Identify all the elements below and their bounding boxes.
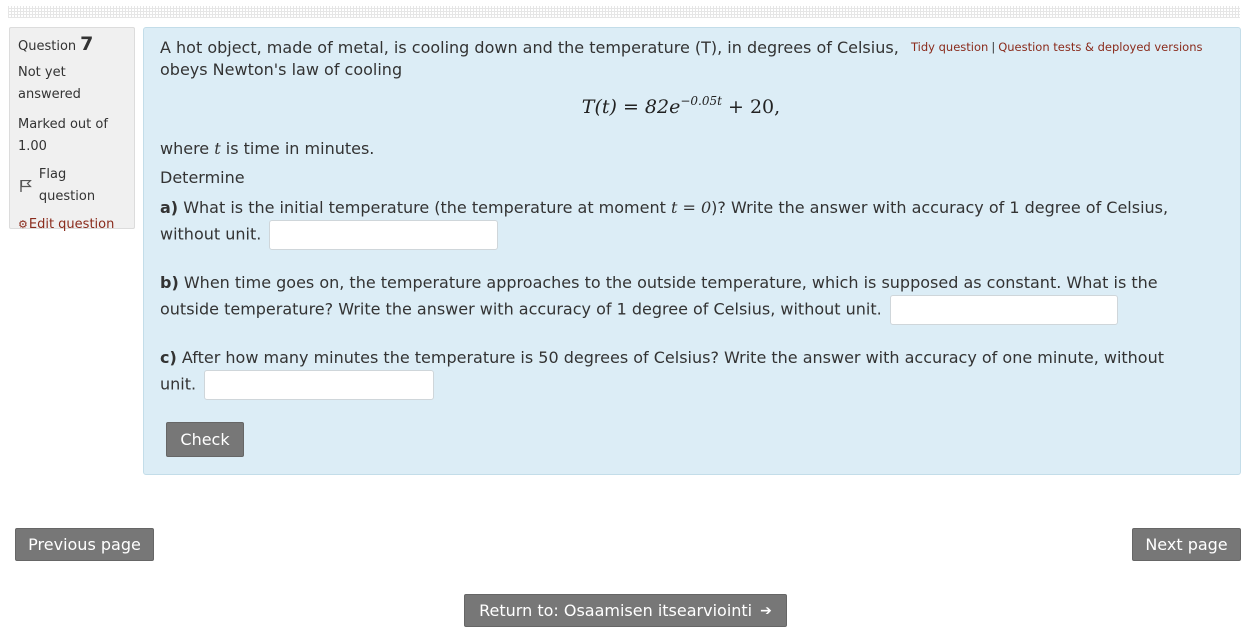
tidy-question-link[interactable]: Tidy question [911,40,989,54]
answer-c-input[interactable] [204,370,434,400]
flag-question-link[interactable] [18,164,126,208]
edit-question-label: Edit question [28,217,115,232]
top-progress-strip [8,6,1240,18]
where-pre: where [160,139,215,158]
intro-line-2: obeys Newton's law of cooling [160,60,403,79]
state-line-1: Not yet [18,65,66,80]
part-a-text-2: without unit. [160,224,262,244]
formula-lhs: T(t) = 82e [581,96,681,118]
part-b-text-1: When time goes on, the temperature approaches to the outside temperature, which is supposed as constant. What is the [178,273,1158,292]
determine-line: Determine [160,168,245,187]
part-c-label: c) [160,348,177,367]
where-var: t [214,139,221,158]
sign-in-arrow-icon: ➔ [760,602,772,619]
part-b-text-2: outside temperature? Write the answer with accuracy of 1 degree of Celsius, without unit. [160,299,882,319]
formula-rhs: + 20, [721,96,781,118]
question-state [18,62,126,106]
return-button[interactable] [464,594,787,627]
part-a-line-1 [160,194,1168,222]
intro-line-1: A hot object, made of metal, is cooling down and the temperature (T), in degrees of Celsius, [160,38,899,57]
part-a-line-2 [160,220,498,250]
part-b-line-2 [160,295,1118,325]
part-b-label: b) [160,273,179,292]
question-tests-link[interactable]: Question tests & deployed versions [998,40,1203,54]
part-a-math: t = 0 [670,198,712,217]
part-c-line-1 [160,344,1164,372]
grade-line-1: Marked out of [18,117,108,132]
question-info-box [9,27,135,232]
answer-b-input[interactable] [890,295,1118,325]
part-a-text-post: )? Write the answer with accuracy of 1 degree of Celsius, [711,198,1169,217]
answer-a-input[interactable] [269,220,498,250]
flag-question-label: Flag question [38,167,96,204]
grade-line-2: 1.00 [18,139,47,154]
part-a-label: a) [160,198,179,217]
cooling-formula [144,94,1218,118]
next-page-button[interactable]: Next page [1132,528,1241,561]
part-c-text-2: unit. [160,374,197,394]
check-button[interactable]: Check [166,422,244,457]
return-button-label: Return to: Osaamisen itsearviointi [479,601,753,620]
question-number: 7 [80,33,94,55]
state-line-2: answered [18,87,81,102]
link-separator: | [991,40,996,54]
gear-icon: ⚙ [18,218,28,231]
flag-icon [20,179,32,193]
question-number-row [18,33,126,58]
edit-question-link[interactable] [18,214,126,236]
where-post: is time in minutes. [220,139,375,158]
question-grade [18,114,126,158]
part-a-text-pre: What is the initial temperature (the temperature at moment [178,198,671,217]
part-c-line-2 [160,370,434,400]
where-line [160,135,374,163]
question-intro [160,37,1220,81]
previous-page-button[interactable]: Previous page [15,528,154,561]
part-c-text-1: After how many minutes the temperature is 50 degrees of Celsius? Write the answer with accuracy of one minute, without [176,348,1165,367]
question-label: Question [18,39,77,54]
formula-exponent: −0.05t [680,94,722,108]
question-content [143,27,1241,475]
part-b-line-1 [160,269,1158,297]
